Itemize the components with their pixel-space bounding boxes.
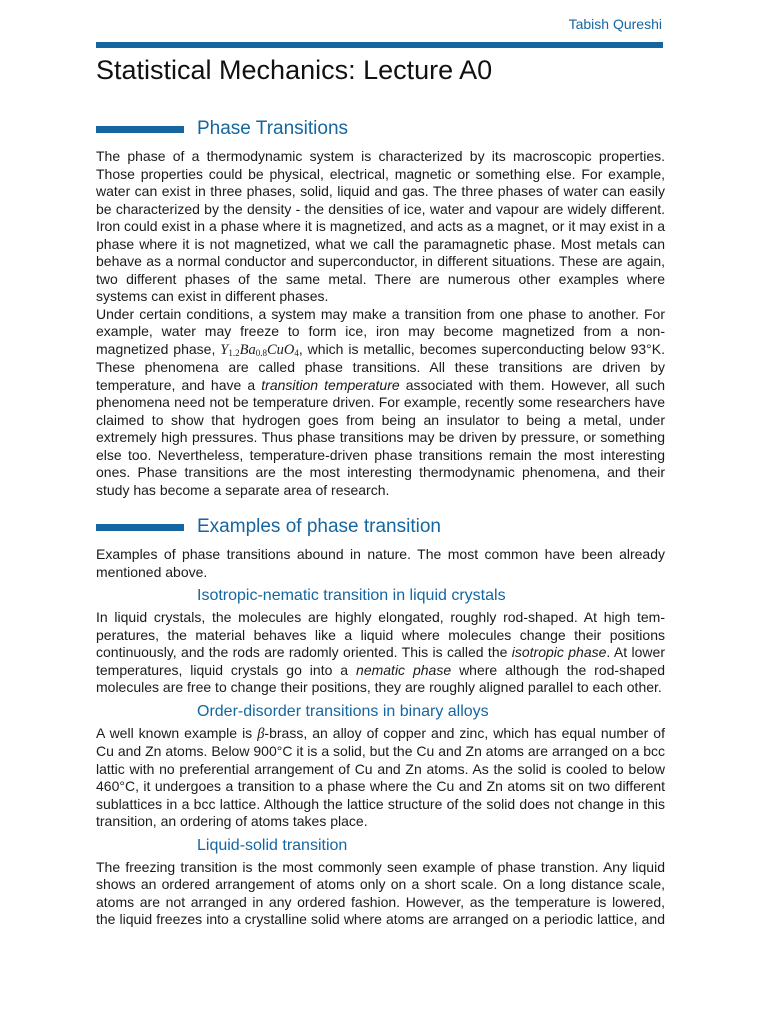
page-title: Statistical Mechanics: Lecture A0 [96,55,493,85]
section-heading-examples [96,516,665,540]
section-heading-phase-transitions [96,118,665,142]
subsection-title-order-disorder: Order-disorder transitions in binary alloys [197,702,489,720]
paragraph-phase-intro: The phase of a thermodynamic system is characterized by its macroscopic properties. Those properties could be physical, electrical, magnetic or something else. For example, water can exist in three phases, solid, liquid and gas. The three phases of water can easily be characterized by the density - the densities of ice, water and vapour are widely different. Iron could exist in a phase where it is magnetized, and acts as a magnet, or it may exist in a phase where it is not magnetized, what we call the paramagnetic phase. Most metals can behave as a normal conductor and superconductor, in different situations. These are again, two different phases of the same metal. There are numerous other examples where systems can exist in different phases. [96,148,665,304]
paragraph-order-disorder: A well known example is β-brass, an alloy of copper and zinc, which has equal number of Cu and Zn atoms. Below 900°C it is a solid, but the Cu and Zn atoms are arranged on a bcc lattic with no preferential arrangement of Cu and Zn atoms. As the solid is cooled to below 460°C, it undergoes a transition to a phase where the Cu and Zn atoms sit on two different sublattices in a bcc lattice. Although the lattice structure of the solid does not change in this transition, an ordering of atoms takes place. [96,724,665,829]
text-run: associated with them. However, all such phenomena need not be temperature driven. For example, recently some researchers have claimed to show that hydrogen goes from being an insulator to being a metal, under extremely high pressures. Thus phase transitions may be driven by pressure, or something else too. Nevertheless, temperature-driven phase transitions remain the most interesting ones. Phase transitions are the most interesting thermodynamic phenomena, and their study has become a separate area of research. [96,376,665,498]
section-bar [96,126,184,133]
paragraph-examples-intro: Examples of phase transitions abound in nature. The most common have been already mentioned above. [96,546,665,580]
emphasis-nematic-phase: nematic phase [356,661,452,678]
section-title: Examples of phase transition [197,516,441,537]
subsection-title-liquid-crystals: Isotropic-nematic transition in liquid crystals [197,587,506,604]
formula-ybco: $Y_{1.2}Ba_{0.8}CuO_4$ [220,341,299,358]
paragraph-liquid-solid: The freezing transition is the most commonly seen example of phase transtion. Any liquid shows an ordered arrangement of atoms only on a short scale. On a long distance scale, atoms are not arranged in any ordered fashion. However, as the temperature is lowered, the liquid freezes into a crystalline solid where atoms are arranged on a periodic lattice, and [96,858,665,927]
text-run: , which is metallic, becomes superconducting below 93°K. These phenomena are called phase transitions. All these transitions are driven by temperature, and have a [96,340,665,393]
subsection-title-liquid-solid: Liquid-solid transition [197,836,348,854]
emphasis-transition-temperature: transition temperature [261,376,400,393]
section-title: Phase Transitions [197,118,349,139]
symbol-beta: β [257,725,265,742]
document-body [96,118,665,929]
author-name: Tabish Qureshi [568,16,662,32]
emphasis-isotropic-phase: isotropic phase [511,644,607,660]
paragraph-phase-transition [96,306,665,500]
text-run: Under certain conditions, a system may make a transition from one phase to another. For example, water may freeze to form ice, iron may become magnetized from a non-magnetized phase, [96,305,665,357]
paragraph-liquid-crystals: In liquid crystals, the molecules are highly elongated, roughly rod-shaped. At high temperatures, the material behaves like a liquid where molecules change their positions continuously, and the rods are radomly oriented. This is called the isotropic phase. At lower temperatures, liquid crystals go into a nematic phase where although the rod-shaped molecules are free to change their positions, they are roughly aligned parallel to each other. [96,609,666,695]
header-rule [96,42,663,48]
section-bar [96,524,184,531]
